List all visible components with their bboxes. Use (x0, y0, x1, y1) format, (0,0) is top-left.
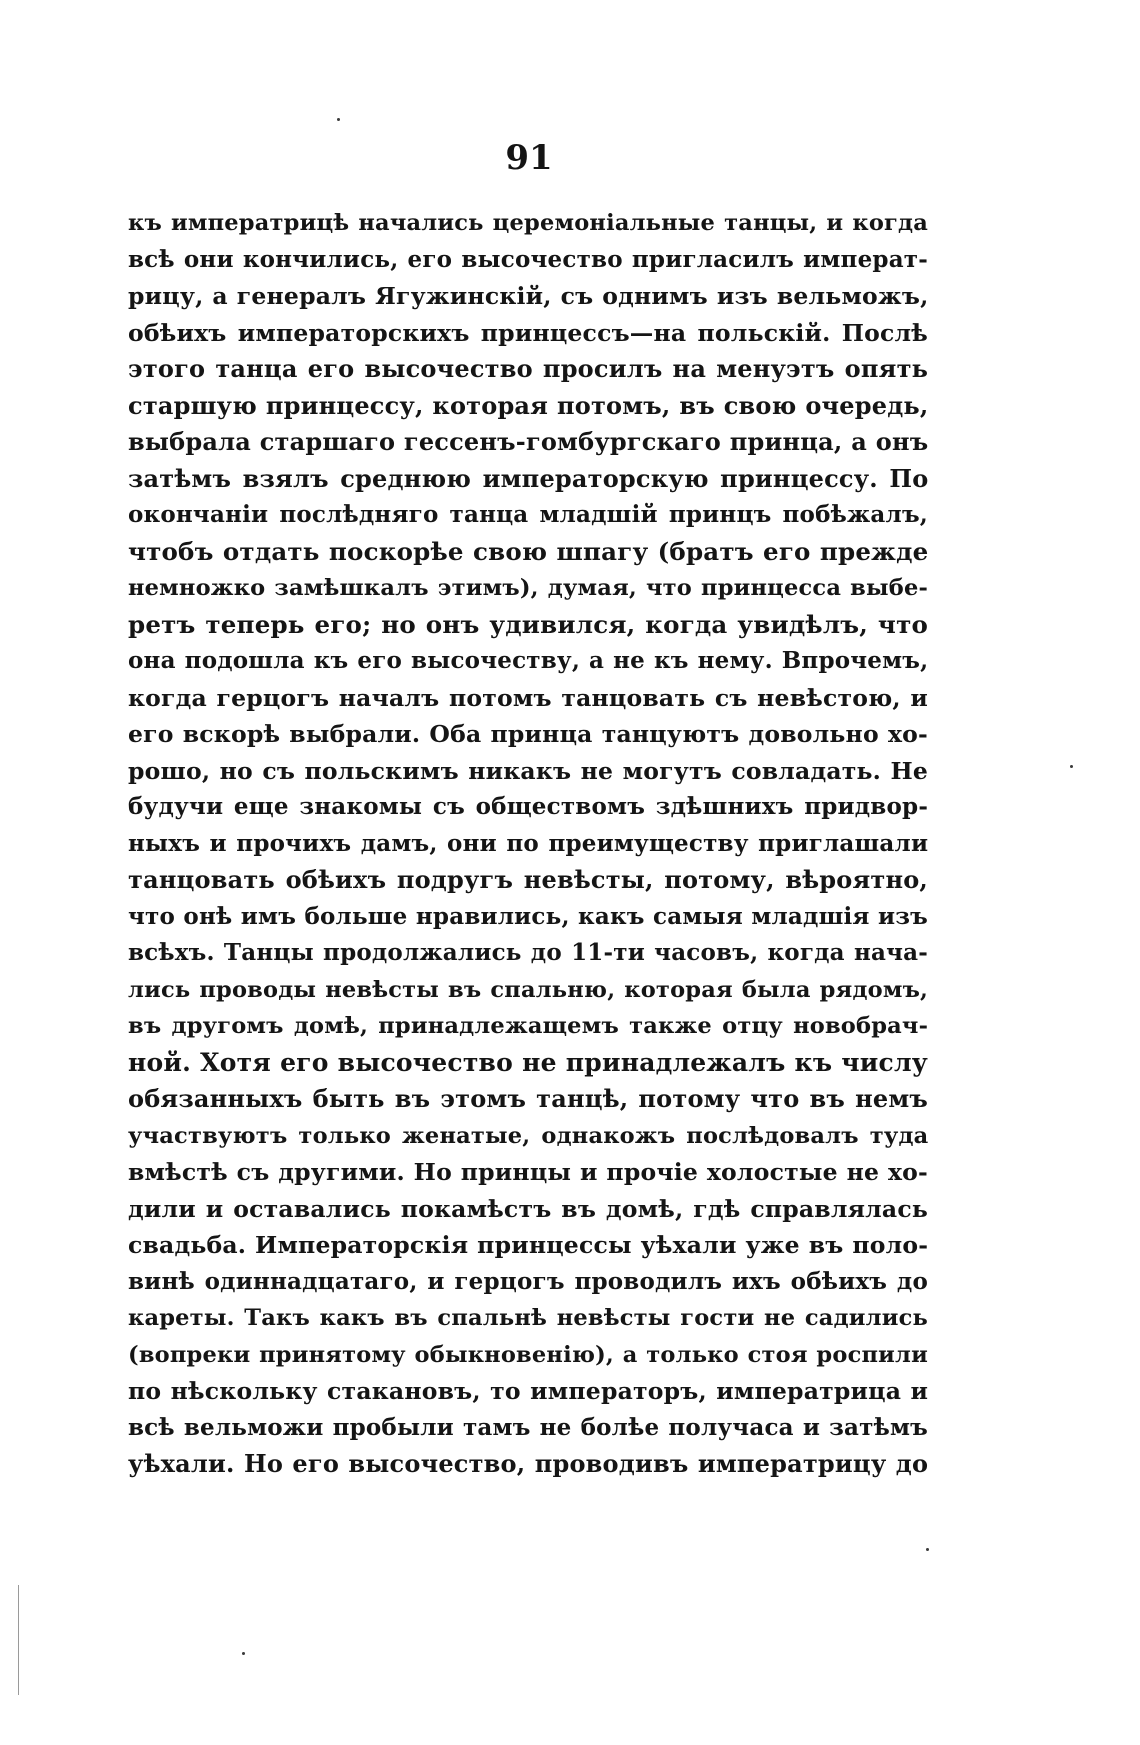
text-line: его вскорѣ выбрали. Оба принца танцуютъ довольно хо- (128, 720, 928, 748)
text-line: рицу, а генералъ Ягужинскій, съ однимъ изъ вельможъ, (128, 282, 928, 310)
text-line: ретъ теперь его; но онъ удивился, когда увидѣлъ, что (128, 609, 928, 639)
text-line: рошо, но съ польскимъ никакъ не могутъ совладать. Не (128, 756, 928, 785)
text-line: этого танца его высочество просилъ на менуэтъ опять (128, 354, 928, 383)
text-line: свадьба. Императорскія принцессы уѣхали уже въ поло- (128, 1231, 928, 1259)
text-line: (вопреки принятому обыкновенію), а только стоя роспили (128, 1341, 928, 1368)
text-line: чтобъ отдать поскорѣе свою шпагу (братъ его прежде (128, 536, 928, 566)
text-line: немножко замѣшкалъ этимъ), думая, что принцесса выбе- (128, 575, 928, 601)
page-number: 91 (505, 138, 553, 178)
text-line: по нѣскольку стакановъ, то императоръ, императрица и (128, 1377, 928, 1405)
text-line: танцовать обѣихъ подругъ невѣсты, потому, вѣроятно, (128, 865, 928, 894)
text-line: ной. Хотя его высочество не принадлежалъ къ числу (128, 1047, 928, 1077)
text-line: вмѣстѣ съ другими. Но принцы и прочіе холостые не хо- (128, 1158, 928, 1186)
text-line: участвуютъ только женатые, однакожъ послѣдовалъ туда (128, 1122, 928, 1149)
text-line: старшую принцессу, которая потомъ, въ свою очередь, (128, 390, 928, 420)
text-line: окончаніи послѣдняго танца младшій принцъ побѣжалъ, (128, 501, 928, 528)
text-line: обѣихъ императорскихъ принцессъ—на польскій. Послѣ (128, 318, 928, 347)
text-line: кареты. Такъ какъ въ спальнѣ невѣсты гости не садились (128, 1305, 928, 1331)
text-line: когда герцогъ началъ потомъ танцовать съ невѣстою, и (128, 683, 928, 712)
text-line: затѣмъ взялъ среднюю императорскую принцессу. По (128, 463, 928, 493)
text-line: она подошла къ его высочеству, а не къ нему. Впрочемъ, (128, 647, 928, 674)
text-line: винѣ одиннадцатаго, и герцогъ проводилъ ихъ обѣихъ до (128, 1267, 928, 1295)
text-line: всѣхъ. Танцы продолжались до 11-ти часовъ, когда нача- (128, 939, 928, 966)
text-line: выбрала старшаго гессенъ-гомбургскаго принца, а онъ (128, 427, 928, 456)
scan-edge-line (18, 1585, 19, 1695)
text-line: обязанныхъ быть въ этомъ танцѣ, потому что въ немъ (128, 1084, 928, 1113)
page-body-text (128, 205, 928, 1483)
text-line: уѣхали. Но его высочество, проводивъ императрицу до (128, 1449, 928, 1478)
text-line: дили и оставались покамѣстъ въ домѣ, гдѣ справлялась (128, 1194, 928, 1223)
scan-speck (1070, 765, 1073, 768)
text-line: всѣ вельможи пробыли тамъ не болѣе получаса и затѣмъ (128, 1413, 928, 1441)
text-line: къ императрицѣ начались церемоніальные танцы, и когда (128, 210, 928, 236)
text-line: въ другомъ домѣ, принадлежащемъ также отцу новобрач- (128, 1013, 928, 1039)
scan-speck (337, 118, 340, 121)
text-line: ныхъ и прочихъ дамъ, они по преимуществу приглашали (128, 829, 928, 857)
text-line: будучи еще знакомы съ обществомъ здѣшнихъ придвор- (128, 793, 928, 820)
text-line: что онѣ имъ больше нравились, какъ самыя младшія изъ (128, 902, 928, 930)
text-line: всѣ они кончились, его высочество пригласилъ императ- (128, 245, 928, 273)
scan-speck (242, 1652, 245, 1655)
scan-speck (926, 1548, 929, 1551)
text-line: лись проводы невѣсты въ спальню, которая была рядомъ, (128, 976, 928, 1003)
